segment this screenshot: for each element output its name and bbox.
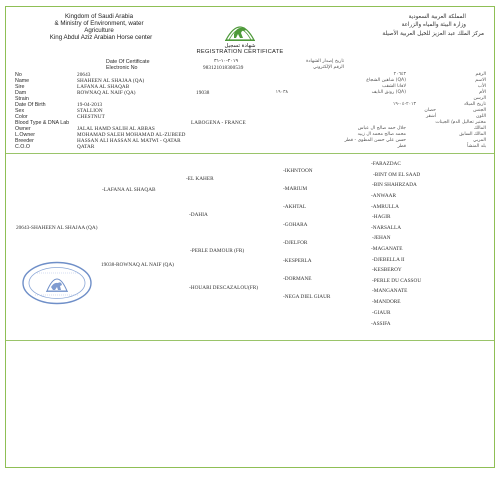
pedigree-gen2: -DAHIA xyxy=(189,212,208,218)
field-label-ar: مختبر تحاليل الدم/ الجينات xyxy=(435,120,486,125)
header-ar-line-2: وزارة البيئة والمياه والزراعة xyxy=(401,22,466,28)
field-value: JALAL HAMD SALIH AL ABBAS xyxy=(77,126,155,132)
pedigree-sire: -LAFANA AL SHAQAB xyxy=(102,187,156,193)
field-label-ar: المالك السابق xyxy=(459,132,486,137)
pedigree-gen4: -MANGANATE xyxy=(372,288,408,294)
field-value-ar: لافانا الشقب xyxy=(382,84,406,89)
pedigree-gen4: -DJEBELLA II xyxy=(372,257,405,263)
section-divider xyxy=(6,153,494,154)
pedigree-gen4: -PERLE DU CASSOU xyxy=(372,278,422,284)
field-label-ar: الرسن xyxy=(473,96,486,101)
field-label-ar: اللون xyxy=(476,114,486,119)
field-label: Sire xyxy=(15,84,25,90)
electronic-no-label: Electronic No xyxy=(106,65,138,71)
electronic-no-value: 983121018300539 xyxy=(203,65,244,71)
field-label: Owner xyxy=(15,126,31,132)
pedigree-horse: 20643-SHAHEEN AL SHAJAA (QA) xyxy=(16,225,98,231)
pedigree-gen4: -HAGIR xyxy=(372,214,391,220)
field-label: Color xyxy=(15,114,28,120)
field-label-ar: بلد المنشأ xyxy=(467,144,486,149)
horse-center-emblem-icon xyxy=(223,16,257,42)
field-value: MOHAMAD SALEH MOHAMAD AL-ZUBEED xyxy=(77,132,186,138)
field-value: LABOGENA - FRANCE xyxy=(191,120,246,126)
header-ar-line-3: مركز الملك عبد العزيز للخيل العربية الأصيلة xyxy=(382,31,484,37)
pedigree-gen4: -AMRULLA xyxy=(371,204,399,210)
field-label-ar: الأم xyxy=(479,90,486,95)
field-value: 20643 xyxy=(77,72,91,78)
field-value: 19-04-2013 xyxy=(77,102,103,108)
pedigree-gen4: -BINT OM EL SAAD xyxy=(373,172,421,178)
pedigree-gen2: -PERLE DAMOUR (FR) xyxy=(190,248,245,254)
field-label-ar: تاريخ الميلاد xyxy=(463,102,486,107)
field-value-ar: قطر xyxy=(397,144,406,149)
ministry-seal-stamp-icon xyxy=(21,261,93,305)
pedigree-gen3: -AKHTAL xyxy=(283,204,307,210)
pedigree-gen3: -NEGA DIEL GIAUR xyxy=(283,294,331,300)
pedigree-gen4: -FARAZDAC xyxy=(371,161,401,167)
field-label: Name xyxy=(15,78,30,84)
field-label-ar: الاسم xyxy=(475,78,486,83)
pedigree-gen4: -ANWAAR xyxy=(371,193,397,199)
field-label: Sex xyxy=(15,108,25,114)
header-en-line-3: Agriculture xyxy=(84,27,114,34)
title-ar: شهادة تسجيل xyxy=(224,43,256,49)
field-value-ar: محمد صالح محمد ال زبيد xyxy=(357,132,406,137)
field-value-ar: (QA) شاهين الشجاع xyxy=(366,78,406,83)
field-label-ar: الجنس xyxy=(473,108,486,113)
field-label: L.Owner xyxy=(15,132,36,138)
field-label-ar: المالك xyxy=(473,126,486,131)
pedigree-gen2: -HOUARI DESCAZALOU(FR) xyxy=(189,285,259,291)
pedigree-gen4: -KESBEROY xyxy=(372,267,402,273)
pedigree-gen2: -EL KAHER xyxy=(186,176,214,182)
registration-certificate xyxy=(5,6,495,468)
pedigree-gen3: -DJELFOR xyxy=(283,240,308,246)
field-value: HASSAN ALI HASSAN AL MATWI - QATAR xyxy=(77,138,181,144)
header-ar-line-1: المملكة العربية السعودية xyxy=(408,14,466,20)
field-label: Date Of Birth xyxy=(15,102,46,108)
pedigree-gen3: -DORMANE xyxy=(283,276,312,282)
pedigree-gen3: -IKHNTOON xyxy=(283,168,313,174)
field-value: ROWNAQ AL NAIF (QA) xyxy=(77,90,136,96)
field-value-ar: (QA) رونق النايف xyxy=(371,90,406,95)
pedigree-gen4: -GIAUR xyxy=(372,310,391,316)
pedigree-gen4: -NARSALLA xyxy=(371,225,402,231)
pedigree-gen4: -JEHAN xyxy=(372,235,391,241)
dam-registration-no: 19038 xyxy=(196,90,210,96)
date-of-certificate-label: Date Of Certificate xyxy=(106,59,150,65)
dam-registration-no-ar: ١٩٠٣٨ xyxy=(275,90,288,95)
pedigree-gen4: -MANDORE xyxy=(372,299,401,305)
field-label-ar: المربي xyxy=(473,138,486,143)
header-en-line-4: King Abdul Aziz Arabian Horse center xyxy=(49,34,153,41)
field-value-ar: حصان xyxy=(424,108,436,113)
field-value: LAFANA AL SHAQAB xyxy=(77,84,130,90)
field-label-ar: الأب xyxy=(477,84,486,89)
date-of-certificate-label-ar: تاريخ إصدار الشهادة xyxy=(306,59,344,64)
header-en-line-1: Kingdom of Saudi Arabia xyxy=(64,13,134,20)
certificate-title: REGISTRATION CERTIFICATE xyxy=(196,49,284,55)
date-of-certificate-value: ٢٠١٩-١٠-٣١ xyxy=(214,59,239,64)
field-label: Blood Type & DNA Lab xyxy=(15,120,70,126)
pedigree-gen3: -GOHARA xyxy=(283,222,308,228)
field-value-ar: حسن علي حسن المطوي - قطر xyxy=(344,138,406,143)
field-value: CHESTNUT xyxy=(77,114,105,120)
field-value: QATAR xyxy=(77,144,95,150)
field-value-ar: ٢٠١٣-٠٤-١٩ xyxy=(392,102,416,107)
field-value-ar: أشقر xyxy=(426,114,436,119)
pedigree-gen4: -MAGANATE xyxy=(371,246,403,252)
pedigree-gen3: -MARIUM xyxy=(283,186,308,192)
header-en-line-2: & Ministry of Environment, water xyxy=(54,20,144,27)
field-label: Strain xyxy=(15,96,29,102)
field-label: Breeder xyxy=(15,138,34,144)
pedigree-gen4: -ASSIFA xyxy=(371,321,391,327)
pedigree-gen4: -BIN SHAHRZADA xyxy=(372,182,417,188)
field-label: Dam xyxy=(15,90,27,96)
field-label-ar: الرقم xyxy=(475,72,486,77)
field-value-ar: جلال حمد صالح ال عباس xyxy=(357,126,406,131)
field-value: STALLION xyxy=(77,108,103,114)
pedigree-gen3: -KESPERLA xyxy=(283,258,312,264)
electronic-no-label-ar: الرقم الإلكتروني xyxy=(312,65,344,70)
footer-divider xyxy=(6,340,494,341)
field-value-ar: ٢٠٦٤٣ xyxy=(393,72,406,77)
pedigree-dam: 19038-ROWNAQ AL NAIF (QA) xyxy=(101,262,174,268)
field-label: C.O.O xyxy=(15,144,31,150)
field-label: No xyxy=(15,72,22,78)
field-value: SHAHEEN AL SHAJAA (QA) xyxy=(77,78,145,84)
